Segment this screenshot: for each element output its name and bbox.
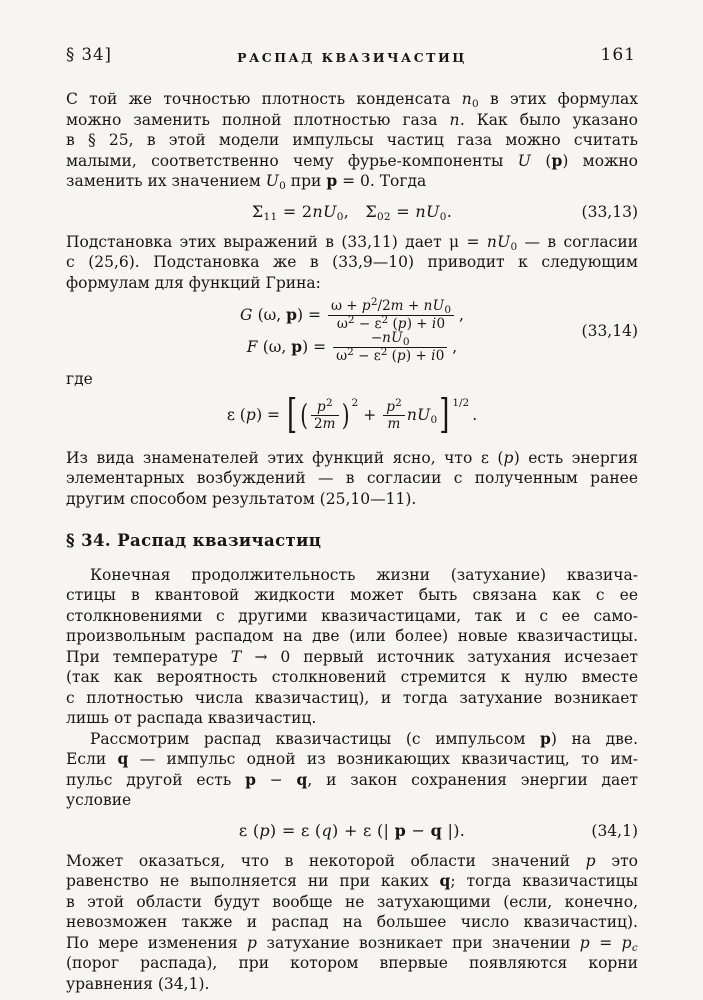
where-word: где [66, 370, 93, 388]
paragraph-threshold [66, 851, 638, 995]
text-line: заменить их значением $U_0$ при p = 0. Тогда [66, 171, 427, 192]
text-line: элементарных возбуждений — в согласии с полученным ранее [66, 469, 638, 487]
left-bracket: [ [287, 391, 298, 439]
bracket-exponent: 1/2 [452, 397, 470, 410]
text-line: С той же точностью плотность конденсата $n_0$ в этих формулах [66, 90, 638, 110]
paragraph-denominators [66, 448, 638, 510]
text-line: с плотностью числа квазичастиц), и тогда затухание возникает [66, 688, 638, 707]
text-line: малыми, соответственно чему фурье-компоненты U (p) можно [66, 150, 638, 170]
F-left-side: F (ω, p) = [246, 336, 327, 356]
paragraph-condensate-density [66, 89, 638, 192]
equation-34-1 [66, 820, 638, 842]
section-ref: § 34] [66, 45, 112, 64]
G-left-side: G (ω, p) = [240, 304, 321, 324]
text-line: равенство не выполняется ни при каких q; тогда квазичастицы [66, 871, 638, 890]
epsilon-fraction-2-denominator: m [387, 416, 401, 432]
plus-sign: + [363, 406, 377, 425]
paragraph-substitution [66, 232, 638, 294]
F-tail: , [452, 337, 458, 356]
text-line: условие [66, 791, 132, 809]
text-line: стицы в квантовой жидкости может быть связана как с ее [66, 586, 638, 604]
text-line: в § 25, в этой модели импульсы частиц газа можно считать [66, 131, 638, 149]
equation-33-13 [66, 201, 638, 223]
G-fraction [328, 296, 454, 332]
epsilon-multiplier: $nU_0$ [406, 406, 438, 427]
epsilon-left-side: ε (p) = [226, 406, 281, 425]
equation-33-14 [66, 296, 638, 364]
equation-33-13-number: (33,13) [581, 202, 638, 221]
right-bracket: ] [439, 391, 450, 439]
F-numerator: $-nU_0$ [333, 331, 447, 348]
equation-epsilon [66, 393, 638, 439]
paren-exponent: 2 [351, 397, 359, 410]
text-line: другим способом результатом (25,10—11). [66, 489, 417, 508]
text-line: (порог распада), при котором впервые появляются корни [66, 954, 638, 972]
F-denominator: $\omega^2 - \varepsilon^2$ (p) + i0 [336, 345, 445, 364]
F-fraction [333, 331, 447, 363]
equation-33-14-stack [240, 296, 464, 364]
paragraph-decay-into-two [66, 729, 638, 811]
green-function-F [240, 331, 464, 363]
text-line: Подстановка этих выражений в (33,11) дает $\mu = nU_0$ — в согласии [66, 232, 639, 253]
text-line: невозможен также и распад на большее число квазичастиц). [66, 913, 638, 931]
equation-33-13-body: $\Sigma_{11} = 2nU_0$, $\Sigma_{02} = nU_0$. [251, 201, 453, 223]
left-paren: ( [300, 397, 308, 433]
text-line: Из вида знаменателей этих функций ясно, что ε (p) есть энергия [66, 448, 638, 467]
text-line: При температуре T → 0 первый источник затухания исчезает [66, 647, 639, 666]
right-paren: ) [341, 397, 350, 433]
epsilon-fraction-2-numerator: $p^2$ [383, 400, 405, 417]
page-number: 161 [600, 45, 636, 65]
text-line: произвольным распадом на две (или более) новые квазичастицы. [66, 627, 638, 645]
G-numerator: $\omega + p^2/2m + nU_0$ [328, 299, 454, 316]
text-line: уравнения (34,1). [66, 974, 210, 993]
G-denominator: $\omega^2 - \varepsilon^2$ (p) + i0 [336, 313, 446, 332]
text-line: формулам для функций Грина: [66, 273, 321, 292]
paragraph-lifetime [66, 565, 638, 729]
equation-34-1-number: (34,1) [591, 821, 638, 840]
text-line: (так как вероятность столкновений стремится к нулю вместе [66, 668, 638, 686]
epsilon-fraction-2 [383, 396, 405, 432]
equation-34-1-body: ε (p) = ε (q) + ε (| p − q |). [238, 820, 466, 840]
text-line: столкновениями с другими квазичастицами, так и с ее само- [66, 606, 638, 625]
text-line: пульс другой есть p − q, и закон сохранения энергии дает [66, 769, 638, 789]
epsilon-fraction-1 [311, 396, 339, 432]
page-header [66, 45, 638, 66]
section-heading: § 34. Распад квазичастиц [66, 531, 322, 550]
epsilon-fraction-1-numerator: $p^2$ [311, 400, 339, 417]
text-line: По мере изменения p затухание возникает при значении $p = p_c$ [66, 933, 638, 954]
text-line: Может оказаться, что в некоторой области значений p это [66, 851, 639, 870]
text-line: в этой области будут вообще не затухающими (если, конечно, [66, 892, 638, 911]
text-line: можно заменить полной плотностью газа n. Как было указано [66, 110, 638, 129]
green-function-G [240, 296, 464, 332]
running-title: РАСПАД КВАЗИЧАСТИЦ [237, 50, 467, 65]
text-line: Рассмотрим распад квазичастицы (с импульсом p) на две. [90, 728, 639, 748]
epsilon-fraction-1-denominator: 2m [314, 416, 336, 432]
text-block [66, 45, 638, 994]
text-line: Конечная продолжительность жизни (затухание) квазича- [90, 565, 638, 584]
G-tail: , [459, 305, 464, 324]
text-line: с (25,6). Подстановка же в (33,9—10) приводит к следующим [66, 253, 638, 271]
text-line: Если q — импульс одной из возникающих квазичастиц, то им- [66, 749, 638, 768]
equation-period: . [472, 406, 478, 425]
text-line: лишь от распада квазичастиц. [66, 709, 317, 727]
equation-33-14-number: (33,14) [581, 321, 638, 340]
